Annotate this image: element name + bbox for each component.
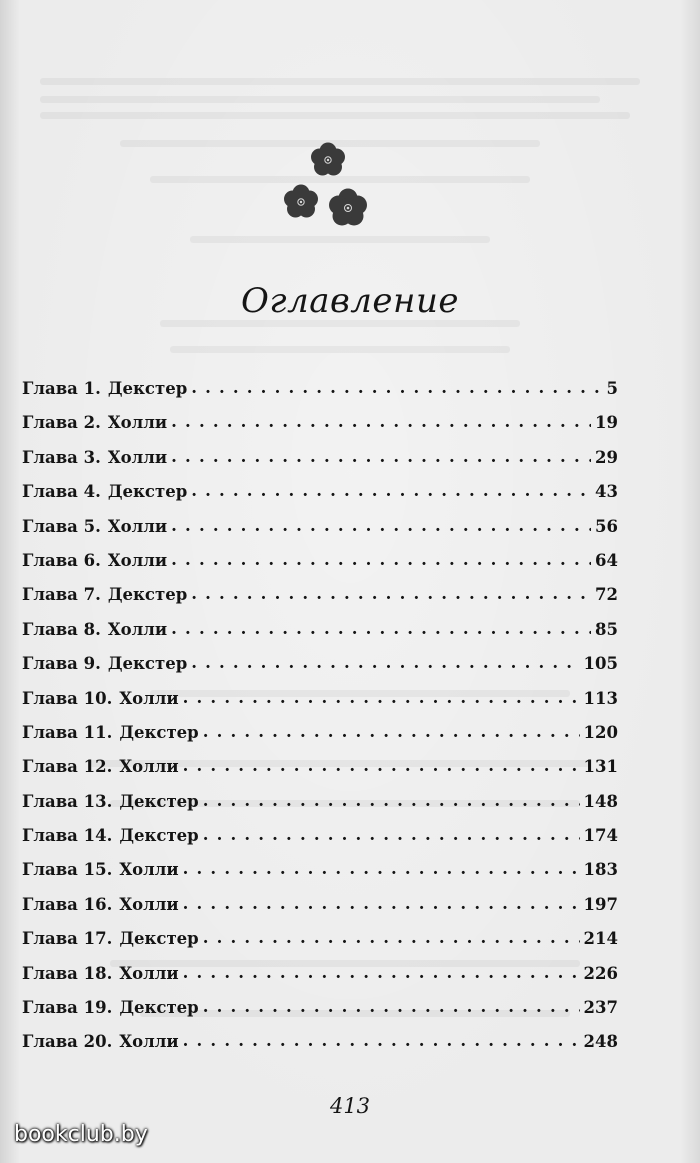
toc-entry xyxy=(22,482,618,516)
chapter-title: Холли xyxy=(119,688,179,708)
toc-entry xyxy=(22,860,618,894)
toc-entry xyxy=(22,998,618,1032)
chapter-title: Декстер xyxy=(119,826,199,846)
chapter-page: 56 xyxy=(595,516,618,536)
dot-leader xyxy=(171,550,591,569)
dot-leader xyxy=(191,584,591,603)
toc-entry xyxy=(22,620,618,654)
chapter-number: Глава 20. xyxy=(22,1032,113,1052)
chapter-page: 105 xyxy=(583,654,618,674)
chapter-page: 5 xyxy=(606,379,618,398)
chapter-title: Холли xyxy=(119,963,179,983)
dot-leader xyxy=(191,481,591,500)
toc-entry xyxy=(22,757,618,791)
chapter-number: Глава 8. xyxy=(22,619,101,639)
chapter-title: Холли xyxy=(107,516,168,536)
dot-leader xyxy=(183,894,580,913)
chapter-page: 19 xyxy=(595,413,618,433)
chapter-page: 226 xyxy=(583,963,618,983)
toc-entry xyxy=(22,826,618,860)
dot-leader xyxy=(171,619,591,638)
chapter-page: 174 xyxy=(583,826,618,846)
chapter-title: Холли xyxy=(107,550,168,570)
dot-leader xyxy=(171,516,591,535)
chapter-number: Глава 9. xyxy=(22,654,101,674)
chapter-number: Глава 18. xyxy=(22,963,113,983)
dot-leader xyxy=(183,688,580,707)
chapter-page: 214 xyxy=(583,929,618,949)
toc-entry xyxy=(22,895,618,929)
chapter-page: 72 xyxy=(595,585,618,605)
chapter-title: Холли xyxy=(107,413,168,433)
chapter-title: Декстер xyxy=(107,379,188,398)
dot-leader xyxy=(191,378,602,397)
toc-entry xyxy=(22,964,618,998)
dot-leader xyxy=(171,412,591,431)
chapter-page: 131 xyxy=(583,757,618,777)
chapter-page: 248 xyxy=(583,1032,618,1052)
chapter-title: Декстер xyxy=(107,654,188,674)
chapter-title: Декстер xyxy=(119,722,199,742)
toc-entry xyxy=(22,1032,618,1066)
chapter-page: 183 xyxy=(583,860,618,880)
chapter-page: 64 xyxy=(595,550,618,570)
chapter-number: Глава 12. xyxy=(22,757,113,777)
chapter-title: Холли xyxy=(119,1032,179,1052)
dot-leader xyxy=(203,722,580,741)
chapter-title: Декстер xyxy=(119,998,199,1018)
dot-leader xyxy=(203,825,580,844)
dot-leader xyxy=(171,447,591,466)
toc-entry xyxy=(22,379,618,413)
chapter-title: Холли xyxy=(107,447,168,467)
chapter-number: Глава 3. xyxy=(22,447,101,467)
chapter-page: 120 xyxy=(583,722,618,742)
toc-entry xyxy=(22,413,618,447)
chapter-number: Глава 6. xyxy=(22,550,101,570)
page-title: Оглавление xyxy=(241,281,459,321)
chapter-title: Холли xyxy=(119,860,179,880)
chapter-number: Глава 2. xyxy=(22,413,101,433)
chapter-title: Декстер xyxy=(107,585,188,605)
chapter-page: 113 xyxy=(583,688,618,708)
chapter-number: Глава 1. xyxy=(22,379,101,398)
toc-entry xyxy=(22,723,618,757)
chapter-number: Глава 5. xyxy=(22,516,101,536)
toc-entry xyxy=(22,448,618,482)
chapter-number: Глава 10. xyxy=(22,688,113,708)
toc-entry xyxy=(22,585,618,619)
chapter-title: Декстер xyxy=(119,791,199,811)
chapter-number: Глава 16. xyxy=(22,894,113,914)
chapter-number: Глава 7. xyxy=(22,585,101,605)
toc-entry xyxy=(22,551,618,585)
chapter-number: Глава 14. xyxy=(22,826,113,846)
toc-entry xyxy=(22,654,618,688)
dot-leader xyxy=(183,963,580,982)
dot-leader xyxy=(203,997,580,1016)
chapter-number: Глава 11. xyxy=(22,722,113,742)
chapter-page: 43 xyxy=(595,482,618,502)
dot-leader xyxy=(191,653,579,672)
chapter-title: Холли xyxy=(107,619,168,639)
chapter-page: 237 xyxy=(583,998,618,1018)
chapter-number: Глава 13. xyxy=(22,791,113,811)
chapter-title: Декстер xyxy=(107,482,188,502)
chapter-title: Холли xyxy=(119,757,179,777)
chapter-page: 148 xyxy=(583,791,618,811)
chapter-number: Глава 17. xyxy=(22,929,113,949)
chapter-number: Глава 15. xyxy=(22,860,113,880)
toc-entry xyxy=(22,929,618,963)
toc-entry xyxy=(22,517,618,551)
watermark: bookclub.by xyxy=(14,1122,148,1147)
dot-leader xyxy=(183,756,580,775)
chapter-title: Холли xyxy=(119,894,179,914)
chapter-page: 29 xyxy=(595,447,618,467)
page-number: 413 xyxy=(329,1094,371,1118)
dot-leader xyxy=(203,791,580,810)
table-of-contents xyxy=(22,379,618,1067)
chapter-page: 85 xyxy=(595,619,618,639)
flower-ornament-icon xyxy=(278,136,378,236)
dot-leader xyxy=(203,928,580,947)
chapter-number: Глава 19. xyxy=(22,998,113,1018)
chapter-title: Декстер xyxy=(119,929,199,949)
chapter-number: Глава 4. xyxy=(22,482,101,502)
dot-leader xyxy=(183,1031,580,1050)
dot-leader xyxy=(183,859,580,878)
chapter-page: 197 xyxy=(583,894,618,914)
toc-entry xyxy=(22,689,618,723)
toc-entry xyxy=(22,792,618,826)
